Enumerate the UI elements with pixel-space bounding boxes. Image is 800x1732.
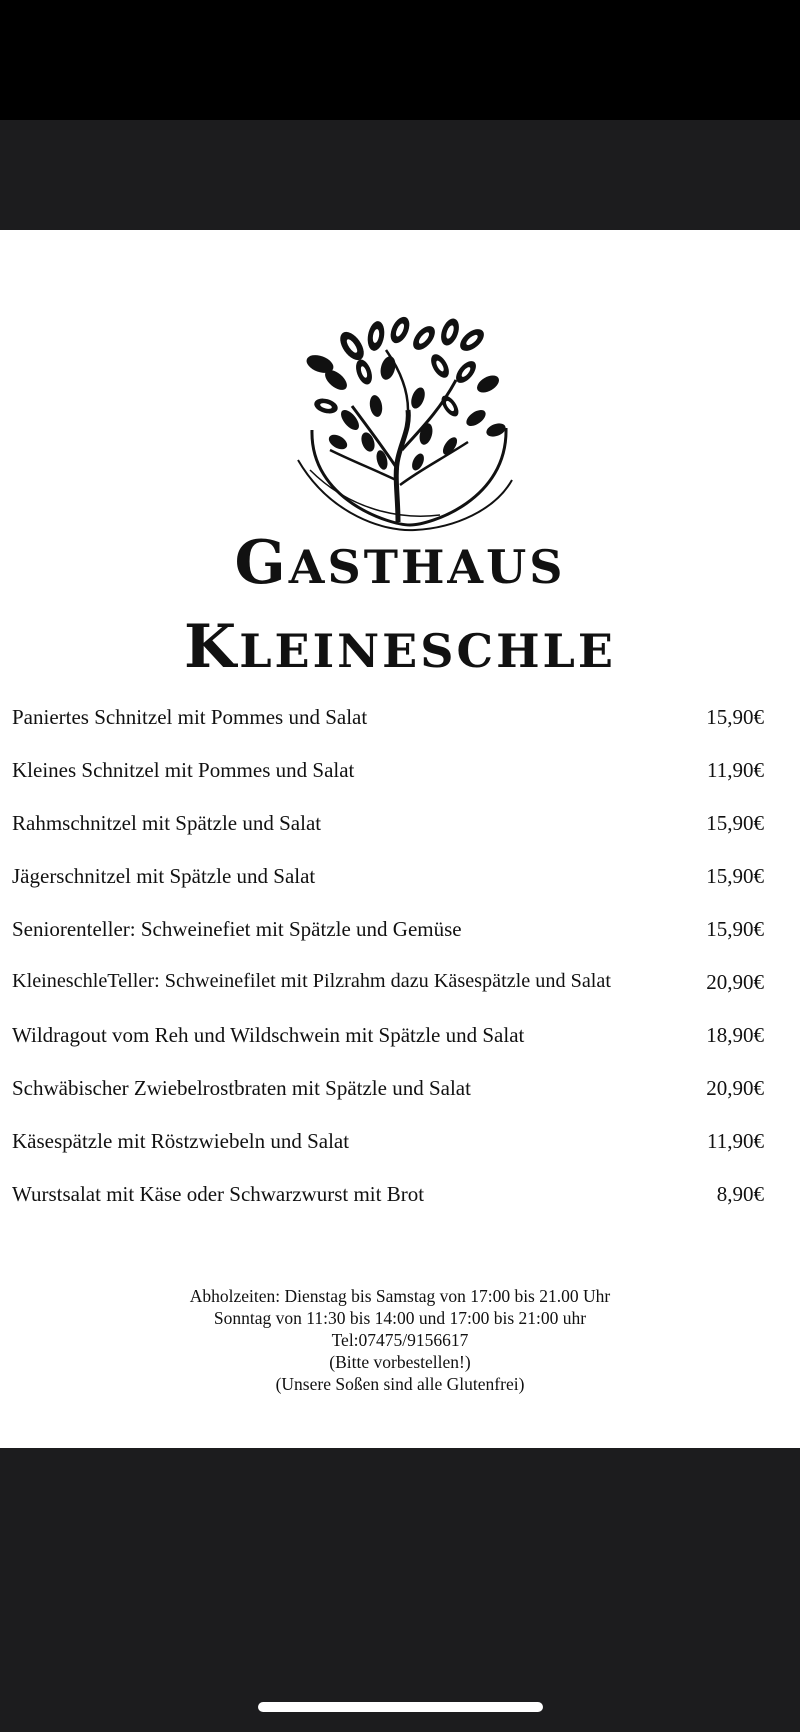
menu-item xyxy=(12,864,764,896)
dish-name: Schwäbischer Zwiebelrostbraten mit Spätzle und Salat xyxy=(12,1076,471,1100)
dish-price: 15,90€ xyxy=(706,705,764,729)
dish-name: Paniertes Schnitzel mit Pommes und Salat xyxy=(12,705,368,729)
pickup-info xyxy=(0,1285,800,1395)
dish-name: Kleines Schnitzel mit Pommes und Salat xyxy=(12,758,355,782)
dish-price: 15,90€ xyxy=(706,864,764,888)
menu-image[interactable] xyxy=(0,230,800,1448)
dish-price: 20,90€ xyxy=(706,1076,764,1100)
dish-price: 15,90€ xyxy=(706,917,764,941)
dish-name: Seniorenteller: Schweinefiet mit Spätzle und Gemüse xyxy=(12,917,462,941)
menu-item xyxy=(12,1076,764,1108)
preorder-note: (Bitte vorbestellen!) xyxy=(329,1352,471,1372)
dish-name: KleineschleTeller: Schweinefilet mit Pilzrahm dazu Käsespätzle und Salat xyxy=(12,970,611,992)
viewer-top-bar xyxy=(0,120,800,230)
menu-item xyxy=(12,1023,764,1055)
dish-name: Wildragout vom Reh und Wildschwein mit Spätzle und Salat xyxy=(12,1023,525,1047)
dish-name: Jägerschnitzel mit Spätzle und Salat xyxy=(12,864,316,888)
dish-name: Wurstsalat mit Käse oder Schwarzwurst mit Brot xyxy=(12,1182,425,1206)
dish-price: 11,90€ xyxy=(707,1129,764,1153)
status-bar xyxy=(0,0,800,120)
viewer-bottom-area xyxy=(0,1448,800,1732)
dish-price: 20,90€ xyxy=(706,970,764,994)
menu-item xyxy=(12,970,764,1002)
brand-name-line-2: KLEINESCHLE xyxy=(184,612,616,682)
gluten-free-note: (Unsere Soßen sind alle Glutenfrei) xyxy=(275,1374,525,1394)
phone-number: Tel:07475/9156617 xyxy=(331,1330,469,1350)
menu-item xyxy=(12,1129,764,1161)
dish-price: 11,90€ xyxy=(707,758,764,782)
dish-name: Käsespätzle mit Röstzwiebeln und Salat xyxy=(12,1129,350,1153)
menu-item xyxy=(12,1182,764,1214)
dish-price: 18,90€ xyxy=(706,1023,764,1047)
pickup-hours-sunday: Sonntag von 11:30 bis 14:00 und 17:00 bis 21:00 uhr xyxy=(213,1308,587,1328)
dish-price: 8,90€ xyxy=(716,1182,764,1206)
home-indicator[interactable] xyxy=(258,1702,543,1712)
dish-price: 15,90€ xyxy=(706,811,764,835)
menu-item xyxy=(12,758,764,790)
tree-logo-icon xyxy=(290,310,526,536)
menu-item xyxy=(12,917,764,949)
menu-item xyxy=(12,811,764,843)
menu-item xyxy=(12,705,764,737)
brand-name-line-1: GASTHAUS xyxy=(234,528,566,598)
pickup-hours-weekdays: Abholzeiten: Dienstag bis Samstag von 17:00 bis 21.00 Uhr xyxy=(189,1286,611,1306)
dish-name: Rahmschnitzel mit Spätzle und Salat xyxy=(12,811,322,835)
